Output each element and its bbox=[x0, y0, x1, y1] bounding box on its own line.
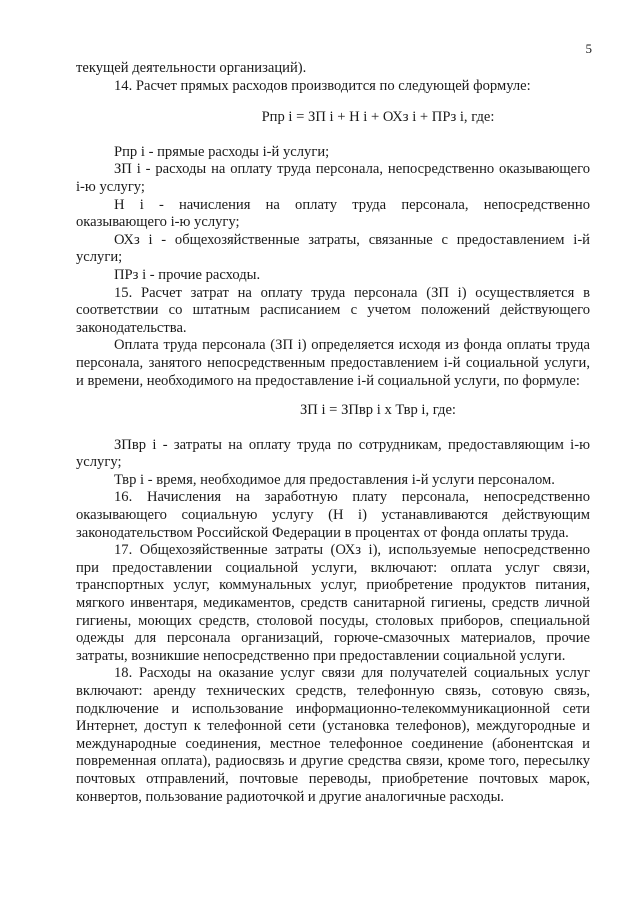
paragraph-15: 15. Расчет затрат на оплату труда персонала (ЗП i) осуществляется в соответствии со штатным расписанием с учетом положений действующего законодательства. bbox=[76, 284, 590, 336]
definition-zp: ЗП i - расходы на оплату труда персонала, непосредственно оказывающего i-ю услугу; bbox=[76, 161, 590, 195]
document-body bbox=[76, 60, 590, 806]
paragraph-continuation: текущей деятельности организаций). bbox=[76, 60, 307, 76]
definition-zpvr: ЗПвр i - затраты на оплату труда по сотрудникам, предоставляющим i-ю услугу; bbox=[76, 436, 590, 471]
paragraph-14: 14. Расчет прямых расходов производится по следующей формуле: bbox=[114, 77, 531, 94]
definition-tvr: Твр i - время, необходимое для предоставления i-й услуги персоналом. bbox=[114, 471, 555, 488]
definition-prz: ПРз i - прочие расходы. bbox=[114, 266, 261, 283]
formula-salary: ЗП i = ЗПвр i х Твр i, где: bbox=[299, 402, 456, 419]
paragraph-17: 17. Общехозяйственные затраты (ОХз i), используемые непосредственно при предоставлении социальной услуги, включают: оплата услуг связи, транспортных услуг, коммунальных услуг, приобретение продуктов питания, мягкого инвентаря, медикаментов, средств санитарной гигиены, средств личной гигиены, моющих средств, столовой посуды, столовых приборов, специальной одежды для персонала организаций, горюче-смазочных материалов, прочие затраты, возникшие непосредственно при предоставлении социальной услуги. bbox=[76, 542, 590, 664]
paragraph-16: 16. Начисления на заработную плату персонала, непосредственно оказывающего социальную услугу (Н i) устанавливаются действующим законодательством Российской Федерации в процентах от фонда оплаты труда. bbox=[76, 489, 590, 541]
formula-direct-costs: Рпр i = ЗП i + Н i + ОХз i + ПРз i, где: bbox=[261, 109, 495, 126]
definition-n: Н i - начисления на оплату труда персонала, непосредственно оказывающего i-ю услугу; bbox=[76, 196, 590, 231]
paragraph-salary: Оплата труда персонала (ЗП i) определяется исходя из фонда оплаты труда персонала, занятого непосредственным предоставлением i-й социальной услуги, и времени, необходимого на предоставление i-й социальной услуги, по формуле: bbox=[76, 337, 590, 389]
definition-rpr: Рпр i - прямые расходы i-й услуги; bbox=[114, 143, 330, 160]
page-number: 5 bbox=[585, 41, 592, 56]
definition-ohz: ОХз i - общехозяйственные затраты, связанные с предоставлением i-й услуги; bbox=[76, 231, 590, 266]
paragraph-18: 18. Расходы на оказание услуг связи для получателей социальных услуг включают: аренду технических средств, телефонную связь, сотовую связь, подключение и использование информационно-телекоммуникационной сети Интернет, доступ к телефонной сети (установка телефонов), междугородные и международные соединения, местное телефонное соединение (абонентская и повременная оплата), радиосвязь и другие средства связи, кроме того, пересылку почтовых отправлений, почтовые переводы, приобретение почтовых марок, конвертов, пользование радиоточкой и другие аналогичные расходы. bbox=[76, 665, 590, 805]
